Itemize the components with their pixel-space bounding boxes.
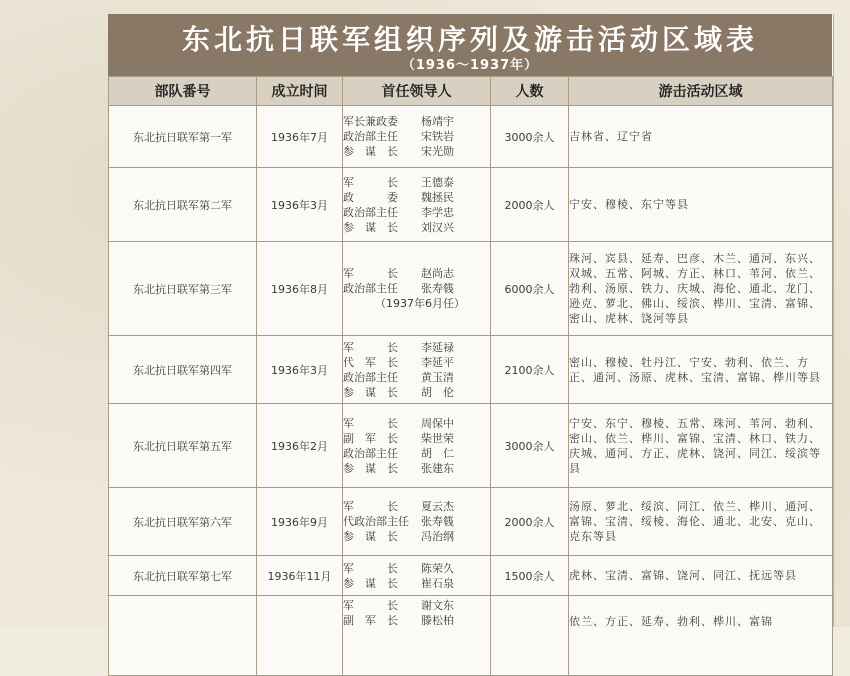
leader-name: 胡 伦 bbox=[421, 385, 454, 399]
leader-name: 柴世荣 bbox=[421, 431, 454, 445]
area-cell: 宁安、东宁、穆棱、五常、珠河、苇河、勃利、密山、依兰、桦川、富锦、宝清、林口、铁力、庆城、通河、方正、虎林、饶河、同江、绥滨等县 bbox=[569, 404, 833, 488]
count-cell bbox=[491, 596, 569, 676]
table-row bbox=[109, 242, 833, 336]
leader-role: 政治部主任 bbox=[343, 130, 398, 143]
leaders-cell bbox=[343, 488, 491, 556]
leader-role: 副 军 长 bbox=[343, 431, 398, 445]
leader-role: 代 军 长 bbox=[343, 355, 398, 369]
leaders-cell bbox=[343, 404, 491, 488]
leader-name: 张寿篯 bbox=[421, 515, 454, 528]
page-subtitle: （1936～1937年） bbox=[401, 58, 539, 73]
title-banner bbox=[108, 14, 832, 76]
leader-name: 宋光勋 bbox=[421, 145, 454, 158]
leader-name: 赵尚志 bbox=[421, 267, 454, 280]
count-cell: 2000余人 bbox=[491, 488, 569, 556]
leader-name: 周保中 bbox=[421, 416, 454, 430]
count-cell: 3000余人 bbox=[491, 404, 569, 488]
leader-role: 参 谋 长 bbox=[343, 576, 398, 590]
unit-cell: 东北抗日联军第五军 bbox=[109, 404, 257, 488]
date-cell: 1936年11月 bbox=[257, 556, 343, 596]
leaders-cell bbox=[343, 168, 491, 242]
table-row bbox=[109, 556, 833, 596]
date-cell: 1936年8月 bbox=[257, 242, 343, 336]
leader-name: 李延平 bbox=[421, 355, 454, 369]
leader-role: 参 谋 长 bbox=[343, 385, 398, 399]
leader-name: 谢文东 bbox=[421, 599, 454, 612]
count-cell: 3000余人 bbox=[491, 106, 569, 168]
area-cell: 吉林省、辽宁省 bbox=[569, 106, 833, 168]
leader-role: 代政治部主任 bbox=[343, 515, 409, 528]
date-cell: 1936年3月 bbox=[257, 336, 343, 404]
leader-role: 政治部主任 bbox=[343, 370, 398, 384]
leader-role: 政治部主任 bbox=[343, 446, 398, 460]
area-cell: 密山、穆棱、牡丹江、宁安、勃利、依兰、方正、通河、汤原、虎林、宝清、富锦、桦川等县 bbox=[569, 336, 833, 404]
unit-cell: 东北抗日联军第三军 bbox=[109, 242, 257, 336]
leader-role: 军 长 bbox=[343, 561, 398, 575]
leader-role: 军 长 bbox=[343, 416, 398, 430]
unit-cell: 东北抗日联军第四军 bbox=[109, 336, 257, 404]
header-date: 成立时间 bbox=[257, 77, 343, 106]
unit-cell: 东北抗日联军第二军 bbox=[109, 168, 257, 242]
leaders-cell bbox=[343, 106, 491, 168]
leaders-cell bbox=[343, 336, 491, 404]
header-leaders: 首任领导人 bbox=[343, 77, 491, 106]
leader-role: 参 谋 长 bbox=[343, 220, 398, 234]
date-cell: 1936年3月 bbox=[257, 168, 343, 242]
date-cell: 1936年7月 bbox=[257, 106, 343, 168]
table-row bbox=[109, 488, 833, 556]
leaders-cell bbox=[343, 556, 491, 596]
leader-role: 政治部主任 bbox=[343, 205, 398, 219]
leader-role: 参 谋 长 bbox=[343, 530, 398, 543]
count-cell: 2000余人 bbox=[491, 168, 569, 242]
table-row bbox=[109, 404, 833, 488]
area-cell: 虎林、宝清、富锦、饶河、同江、抚远等县 bbox=[569, 556, 833, 596]
table-row bbox=[109, 336, 833, 404]
area-cell: 依兰、方正、延寿、勃利、桦川、富锦 bbox=[569, 596, 833, 676]
unit-cell: 东北抗日联军第一军 bbox=[109, 106, 257, 168]
page-title: 东北抗日联军组织序列及游击活动区域表 bbox=[181, 23, 758, 56]
leader-role: 参 谋 长 bbox=[343, 145, 398, 158]
count-cell: 6000余人 bbox=[491, 242, 569, 336]
leader-name: 王德泰 bbox=[421, 175, 454, 189]
leader-name: 张寿篯 bbox=[421, 282, 454, 295]
leader-role: 政治部主任 bbox=[343, 282, 398, 295]
leader-name: 冯治纲 bbox=[421, 530, 454, 543]
leader-role: 军 长 bbox=[343, 500, 398, 513]
leader-role: 副 军 长 bbox=[343, 614, 398, 627]
leaders-cell bbox=[343, 242, 491, 336]
leader-role: 军 长 bbox=[343, 267, 398, 280]
leader-name: 滕松柏 bbox=[421, 614, 454, 627]
leader-name: 崔石泉 bbox=[421, 576, 454, 590]
organization-table bbox=[108, 76, 833, 676]
date-cell bbox=[257, 596, 343, 676]
leader-role: 参 谋 长 bbox=[343, 461, 398, 475]
area-cell: 汤原、萝北、绥滨、同江、依兰、桦川、通河、富锦、宝清、绥棱、海伦、通北、北安、克山、克东等县 bbox=[569, 488, 833, 556]
leader-role: 军长兼政委 bbox=[343, 115, 398, 128]
header-area: 游击活动区域 bbox=[569, 77, 833, 106]
header-unit: 部队番号 bbox=[109, 77, 257, 106]
unit-cell bbox=[109, 596, 257, 676]
table-header-row bbox=[109, 77, 833, 106]
table-row bbox=[109, 168, 833, 242]
leader-role: 军 长 bbox=[343, 340, 398, 354]
date-cell: 1936年9月 bbox=[257, 488, 343, 556]
leader-name: 陈荣久 bbox=[421, 561, 454, 575]
unit-cell: 东北抗日联军第七军 bbox=[109, 556, 257, 596]
leader-note: （1937年6月任） bbox=[375, 297, 465, 310]
area-cell: 宁安、穆棱、东宁等县 bbox=[569, 168, 833, 242]
count-cell: 2100余人 bbox=[491, 336, 569, 404]
table-row bbox=[109, 106, 833, 168]
date-cell: 1936年2月 bbox=[257, 404, 343, 488]
header-count: 人数 bbox=[491, 77, 569, 106]
leader-name: 夏云杰 bbox=[421, 500, 454, 513]
leader-role: 政 委 bbox=[343, 190, 398, 204]
leader-name: 张建东 bbox=[421, 461, 454, 475]
leader-name: 李延禄 bbox=[421, 340, 454, 354]
leader-role: 军 长 bbox=[343, 599, 398, 612]
leader-name: 刘汉兴 bbox=[421, 220, 454, 234]
leader-name: 魏拯民 bbox=[421, 190, 454, 204]
count-cell: 1500余人 bbox=[491, 556, 569, 596]
leader-name: 李学忠 bbox=[421, 205, 454, 219]
leader-name: 杨靖宇 bbox=[421, 115, 454, 128]
leader-role: 军 长 bbox=[343, 175, 398, 189]
area-cell: 珠河、宾县、延寿、巴彦、木兰、通河、东兴、双城、五常、阿城、方正、林口、苇河、依兰、勃利、汤原、铁力、庆城、海伦、通北、龙门、逊克、萝北、佛山、绥滨、桦川、宝清、富锦、密山、虎林、饶河等县 bbox=[569, 242, 833, 336]
leader-name: 胡 仁 bbox=[421, 446, 454, 460]
leaders-cell bbox=[343, 596, 491, 676]
unit-cell: 东北抗日联军第六军 bbox=[109, 488, 257, 556]
leader-name: 黄玉清 bbox=[421, 370, 454, 384]
leader-name: 宋铁岩 bbox=[421, 130, 454, 143]
table-row bbox=[109, 596, 833, 676]
